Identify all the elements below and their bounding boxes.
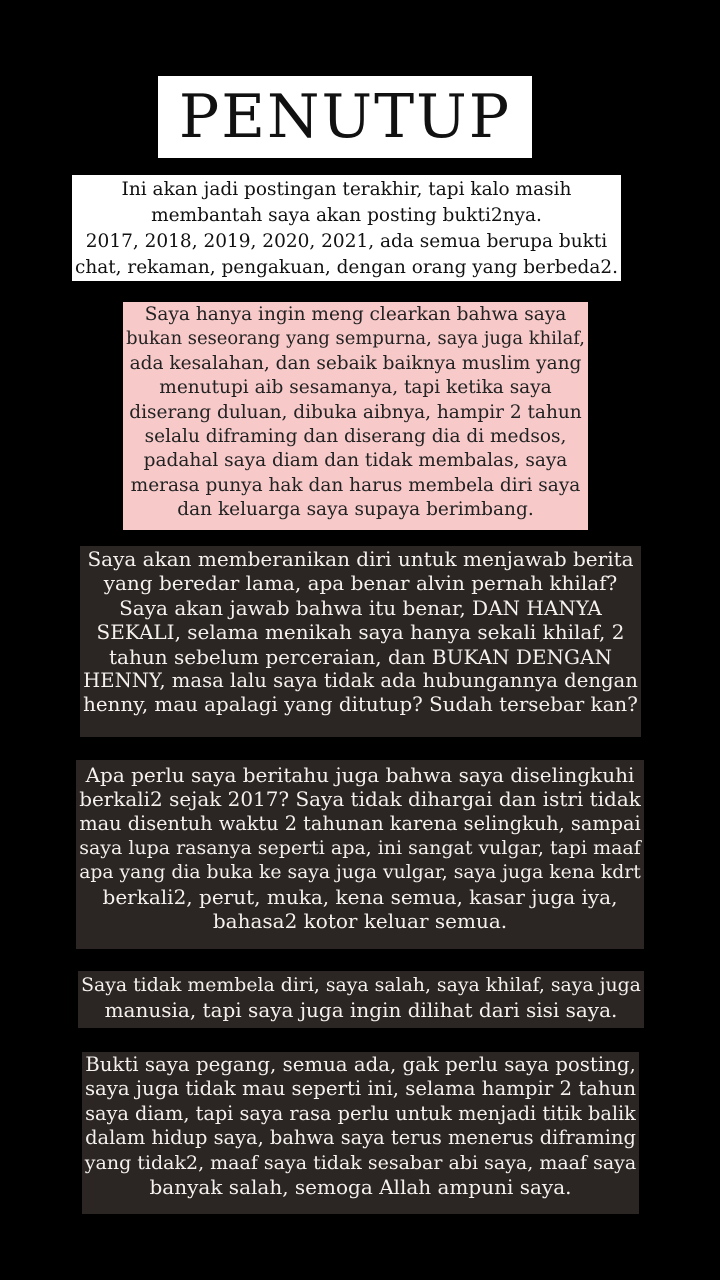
text-line: merasa punya hak dan harus membela diri saya [130,474,581,496]
text-line: Saya akan memberanikan diri untuk menjawab berita [87,547,634,571]
text-line: apa yang dia buka ke saya juga vulgar, saya juga kena kdrt [79,861,641,883]
text-line: selalu diframing dan diserang dia di medsos, [144,426,567,448]
text-line: yang beredar lama, apa benar alvin pernah khilaf? [103,571,618,596]
text-line: Apa perlu saya beritahu juga bahwa saya diselingkuhi [85,763,635,787]
text-line: dalam hidup saya, bahwa saya terus menerus diframing [85,1126,636,1150]
closing-text-box [82,1052,639,1214]
text-line: bukan seseorang yang sempurna, saya juga khilaf, [126,328,585,350]
admission-text-box [78,971,644,1028]
text-line: menutupi aib sesamanya, tapi ketika saya [159,377,552,399]
text-line: henny, mau apalagi yang ditutup? Sudah tersebar kan? [83,693,638,717]
text-line: tahun sebelum perceraian, dan BUKAN DENGAN [109,644,612,669]
statement-text-box [76,760,644,949]
text-line: padahal saya diam dan tidak membalas, saya [143,450,568,472]
text-line: berkali2, perut, muka, kena semua, kasar juga iya, [102,885,618,910]
text-line: saya lupa rasanya seperti apa, ini sangat vulgar, tapi maaf [79,837,641,860]
page-title: PENUTUP [158,76,532,158]
text-line: saya juga tidak mau seperti ini, selama hampir 2 tahun [84,1077,637,1101]
clarification-text-box [123,302,588,530]
text-line: diserang duluan, dibuka aibnya, hampir 2 tahun [129,401,582,423]
text-line: Ini akan jadi postingan terakhir, tapi kalo masih [121,179,572,200]
intro-text-box [72,175,621,281]
text-line: Saya hanya ingin meng clearkan bahwa saya [144,304,567,325]
text-line: mau disentuh waktu 2 tahunan karena selingkuh, sampai [79,811,641,835]
text-line: chat, rekaman, pengakuan, dengan orang yang berbeda2. [75,257,618,278]
answer-text-box [80,546,641,737]
text-line: ada kesalahan, dan sebaik baiknya muslim yang [129,352,582,374]
text-line: HENNY, masa lalu saya tidak ada hubungannya dengan [83,669,638,693]
text-line: 2017, 2018, 2019, 2020, 2021, ada semua berupa bukti [85,231,608,252]
text-line: dan keluarga saya supaya berimbang. [177,499,534,521]
text-line: banyak salah, semoga Allah ampuni saya. [149,1175,572,1200]
text-line: manusia, tapi saya juga ingin dilihat dari sisi saya. [104,998,618,1023]
text-line: Saya tidak membela diri, saya salah, saya khilaf, saya juga [81,975,641,996]
text-line: Bukti saya pegang, semua ada, gak perlu saya posting, [85,1053,636,1076]
text-line: saya diam, tapi saya rasa perlu untuk menjadi titik balik [85,1101,636,1125]
text-line: SEKALI, selama menikah saya hanya sekali khilaf, 2 [96,620,625,645]
text-line: berkali2 sejak 2017? Saya tidak dihargai dan istri tidak [79,787,641,812]
text-line: bahasa2 kotor keluar semua. [212,909,508,934]
text-line: Saya akan jawab bahwa itu benar, DAN HANYA [119,595,602,620]
text-line: membantah saya akan posting bukti2nya. [151,205,542,226]
text-line: yang tidak2, maaf saya tidak sesabar abi saya, maaf saya [84,1151,637,1174]
